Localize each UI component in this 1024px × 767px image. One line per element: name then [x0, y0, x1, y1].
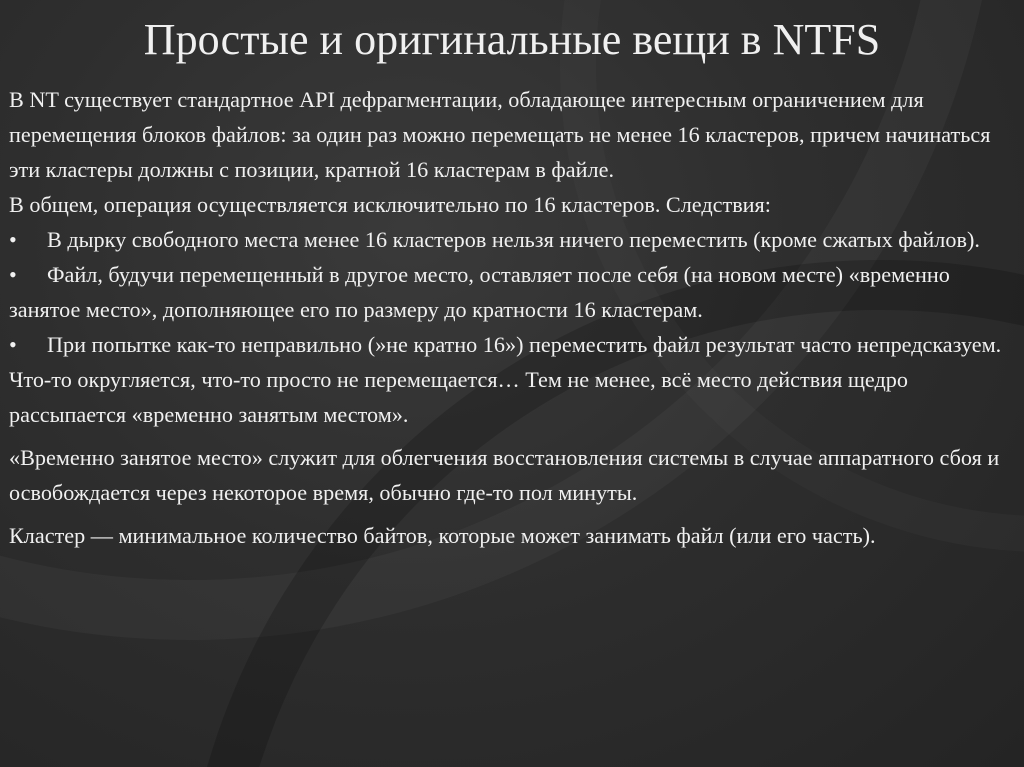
slide-title: Простые и оригинальные вещи в NTFS [143, 15, 881, 64]
bullet-item [9, 327, 1015, 432]
paragraph-defrag-api: В NT существует стандартное API дефрагментации, обладающее интересным ограничением для перемещения блоков файлов: за один раз можно перемещать не менее 16 кластеров, причем начинаться эти кластеры должны с позиции, кратной 16 кластерам в файле. [9, 87, 991, 182]
bullet-item [9, 222, 1015, 257]
bullet-text: При попытке как-то неправильно (»не кратно 16») переместить файл результат часто непредсказуем. Что-то округляется, что-то просто не перемещается… Тем не менее, всё место действия щедро рассыпается «временно занятым местом». [9, 332, 1002, 427]
paragraph-cluster-definition: Кластер — минимальное количество байтов, которые может занимать файл (или его часть). [9, 523, 876, 548]
bullet-text: Файл, будучи перемещенный в другое место, оставляет после себя (на новом месте) «временно занятое место», дополняющее его по размеру до кратности 16 кластерам. [9, 262, 950, 322]
paragraph-temporary-space: «Временно занятое место» служит для облегчения восстановления системы в случае аппаратного сбоя и освобождается через некоторое время, обычно где-то пол минуты. [9, 445, 1000, 505]
bullet-mark: • [9, 332, 17, 357]
paragraph-consequences: В общем, операция осуществляется исключительно по 16 кластеров. Следствия: [9, 192, 771, 217]
bullet-item [9, 257, 1015, 327]
bullet-text: В дырку свободного места менее 16 кластеров нельзя ничего переместить (кроме сжатых файлов). [47, 227, 980, 252]
bullet-mark: • [9, 262, 17, 287]
bullet-mark: • [9, 227, 17, 252]
slide-body [9, 82, 1015, 553]
